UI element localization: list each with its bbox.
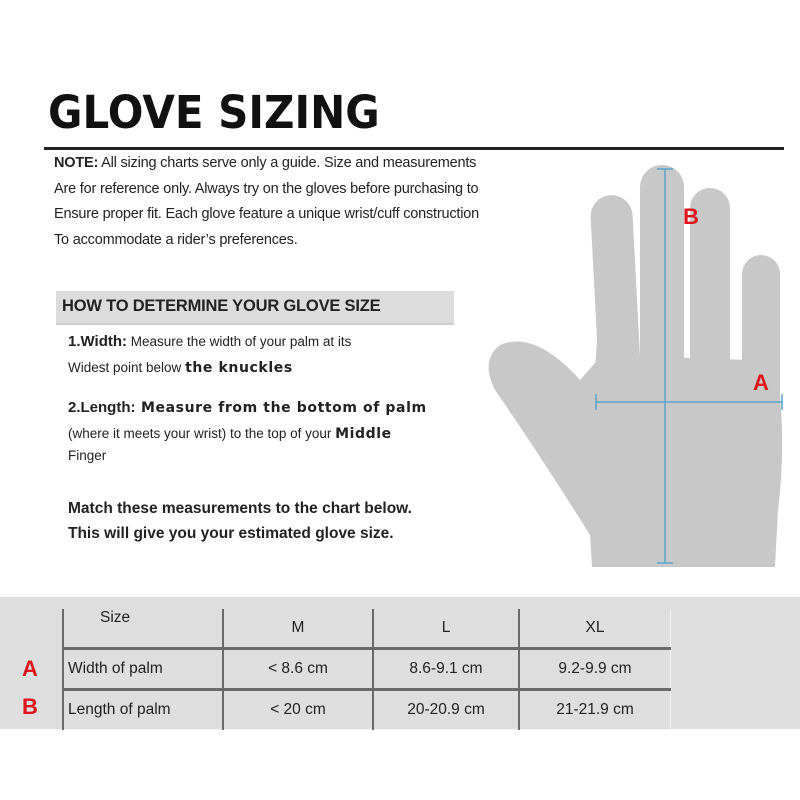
length-step-line-3: Finger — [68, 448, 107, 463]
note-line-4: To accommodate a rider’s preferences. — [54, 231, 298, 248]
width-step — [68, 329, 351, 381]
length-value-l: 20-20.9 cm — [373, 690, 519, 730]
diagram-marker-b: B — [683, 204, 699, 229]
length-of-palm-row — [63, 690, 671, 730]
size-chart-header-row — [63, 609, 671, 649]
middle-emphasis: Middle — [335, 426, 392, 442]
length-value-m: < 20 cm — [223, 690, 373, 730]
row-label-width: Width of palm — [63, 649, 223, 690]
page-title: GLOVE SIZING — [48, 86, 380, 139]
howto-heading: HOW TO DETERMINE YOUR GLOVE SIZE — [62, 297, 381, 315]
length-step-lead: 2.Length: — [68, 399, 136, 416]
note-line-1: NOTE: All sizing charts serve only a guide. Size and measurements — [54, 155, 477, 171]
title-divider — [44, 147, 784, 150]
size-header-l: L — [373, 609, 519, 649]
note-line-3: Ensure proper fit. Each glove feature a unique wrist/cuff construction — [54, 206, 480, 222]
length-step-line-1: 2.Length: Measure from the bottom of palm — [68, 399, 427, 416]
width-value-l: 8.6-9.1 cm — [373, 649, 519, 690]
note-label: NOTE: — [54, 155, 99, 171]
width-value-m: < 8.6 cm — [223, 649, 373, 690]
hand-icon — [489, 165, 783, 567]
size-header-xl: XL — [519, 609, 671, 649]
width-value-xl: 9.2-9.9 cm — [519, 649, 671, 690]
match-line-2: This will give you your estimated glove size. — [68, 525, 394, 542]
length-step — [68, 395, 427, 469]
diagram-marker-a: A — [753, 370, 769, 395]
hand-diagram — [480, 155, 790, 575]
size-header-label: Size — [63, 609, 223, 649]
match-line-1: Match these measurements to the chart below. — [68, 500, 412, 517]
width-step-line-1: 1.Width: Measure the width of your palm at its — [68, 333, 352, 350]
row-label-length: Length of palm — [63, 690, 223, 730]
match-instructions — [68, 496, 412, 546]
width-step-line-2: Widest point below the knuckles — [68, 360, 293, 376]
width-of-palm-row — [63, 649, 671, 690]
width-step-lead: 1.Width: — [68, 333, 128, 350]
howto-heading-bar — [56, 291, 454, 325]
length-step-line-2: (where it meets your wrist) to the top of your Middle — [68, 426, 392, 442]
knuckles-emphasis: the knuckles — [185, 360, 293, 376]
sizing-note — [54, 151, 534, 253]
row-marker-b: B — [22, 694, 38, 719]
note-line-2: Are for reference only. Always try on the gloves before purchasing to — [54, 180, 479, 197]
size-chart-table — [62, 609, 671, 730]
length-value-xl: 21-21.9 cm — [519, 690, 671, 730]
size-header-m: M — [223, 609, 373, 649]
row-marker-a: A — [22, 656, 38, 681]
